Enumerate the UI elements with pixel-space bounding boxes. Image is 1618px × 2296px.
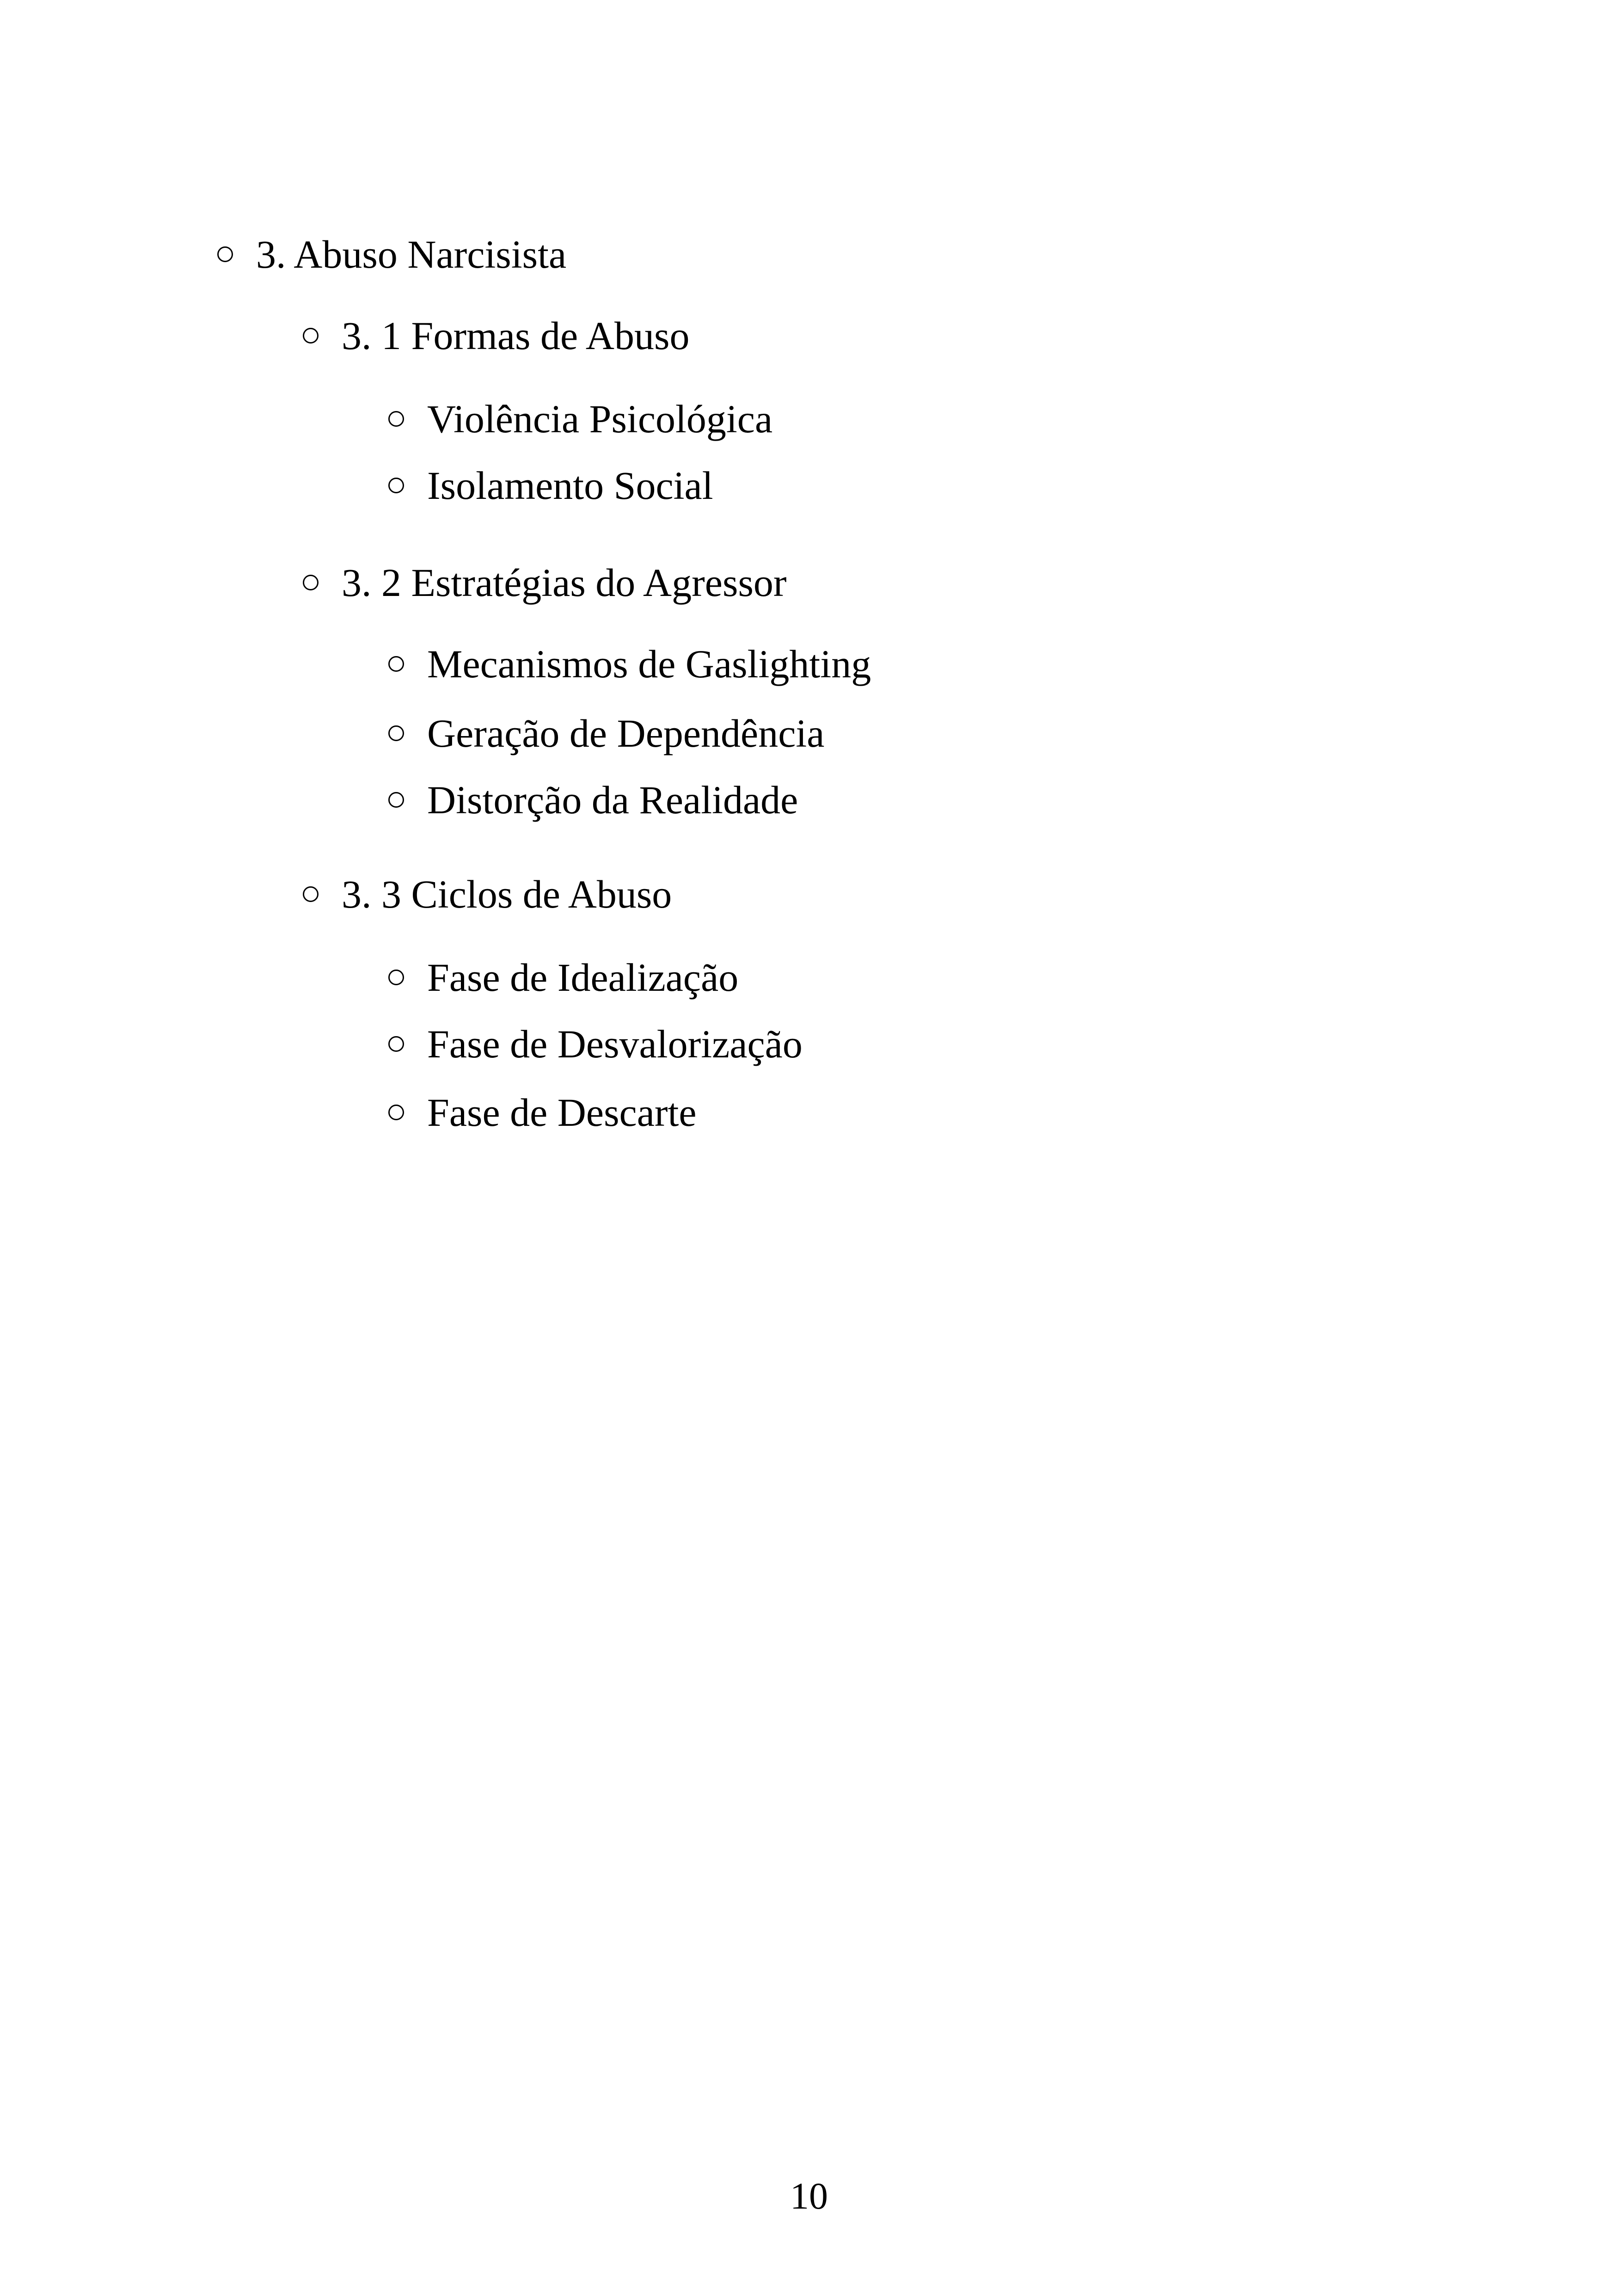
outline-subitem-label: Mecanismos de Gaslighting <box>427 642 871 686</box>
outline-subitem <box>388 954 738 1001</box>
outline-subitem-label: Violência Psicológica <box>427 397 773 441</box>
outline-subitem <box>388 1089 697 1136</box>
outline-section-label: 3. 2 Estratégias do Agressor <box>342 560 787 605</box>
outline-subitem <box>388 462 713 509</box>
outline-section-item <box>303 313 690 359</box>
outline-subitem-label: Isolamento Social <box>427 463 713 508</box>
hollow-circle-bullet-icon <box>303 575 319 590</box>
outline-level1-label: 3. Abuso Narcisista <box>256 232 567 276</box>
outline-section-item <box>303 559 787 606</box>
outline-subitem-label: Fase de Descarte <box>427 1090 697 1135</box>
hollow-circle-bullet-icon <box>217 246 233 262</box>
outline-section-label: 3. 3 Ciclos de Abuso <box>342 872 672 916</box>
page-number: 10 <box>790 2175 828 2217</box>
hollow-circle-bullet-icon <box>388 970 404 985</box>
outline-subitem-label: Geração de Dependência <box>427 711 825 755</box>
hollow-circle-bullet-icon <box>388 411 404 427</box>
outline-subitem <box>388 777 798 823</box>
hollow-circle-bullet-icon <box>388 656 404 672</box>
outline-subitem-label: Fase de Desvalorização <box>427 1022 803 1066</box>
hollow-circle-bullet-icon <box>303 328 319 344</box>
outline-subitem-label: Fase de Idealização <box>427 955 739 1000</box>
hollow-circle-bullet-icon <box>388 478 404 493</box>
hollow-circle-bullet-icon <box>388 792 404 808</box>
outline-subitem-label: Distorção da Realidade <box>427 778 798 822</box>
outline-section-item <box>303 871 672 917</box>
outline-subitem <box>388 710 824 756</box>
outline-subitem <box>388 641 871 687</box>
hollow-circle-bullet-icon <box>388 1105 404 1120</box>
hollow-circle-bullet-icon <box>388 1036 404 1052</box>
outline-subitem <box>388 396 772 442</box>
outline-section-label: 3. 1 Formas de Abuso <box>342 313 690 358</box>
outline-level1-item <box>217 231 566 277</box>
outline-subitem <box>388 1021 803 1067</box>
hollow-circle-bullet-icon <box>303 886 319 902</box>
hollow-circle-bullet-icon <box>388 725 404 741</box>
